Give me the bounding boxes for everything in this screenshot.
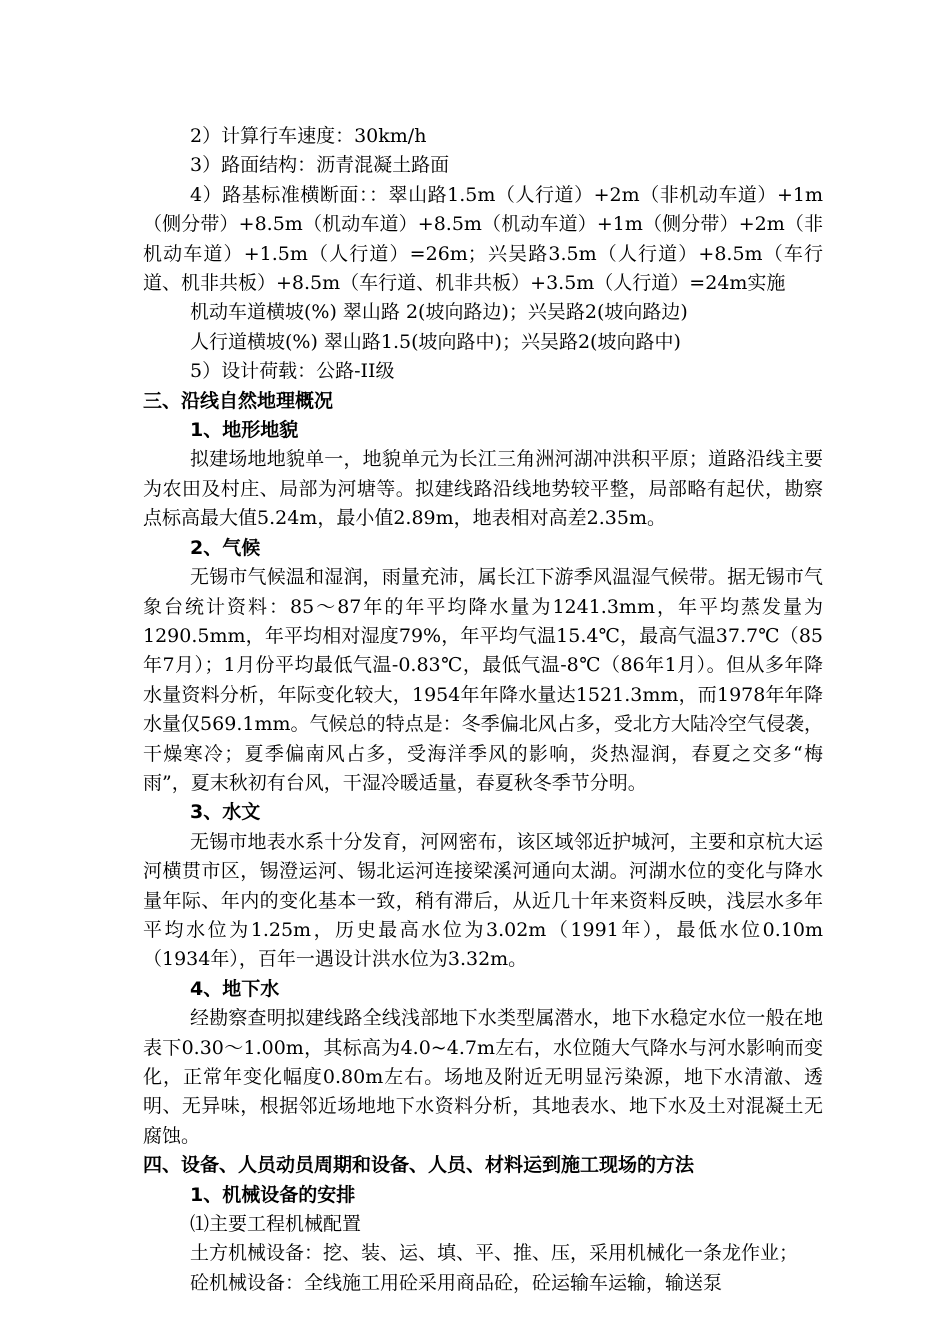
- climate-heading: 2、气候: [190, 536, 261, 559]
- sidewalk-slope-line: 人行道横坡(%) 翠山路1.5(坡向路中)；兴吴路2(坡向路中): [190, 330, 681, 353]
- groundwater-paragraph: 经勘察查明拟建线路全线浅部地下水类型属潜水，地下水稳定水位一般在地表下0.30～1.00m，其标高为4.0~4.7m左右，水位随大气降水与河水影响而变化，正常年变化幅度0.80m左右。场地及附近无明显污染源，地下水清澈、透明、无异味，根据邻近场地地下水资料分析，其地表水、地下水及土对混凝土无腐蚀。: [143, 1007, 823, 1147]
- cross-section-paragraph: 4）路基标准横断面：：翠山路1.5m（人行道）+2m（非机动车道）+1m（侧分带）+8.5m（机动车道）+8.5m（机动车道）+1m（侧分带）+2m（非机动车道）+1.5m（人行道）=26m；兴吴路3.5m（人行道）+8.5m（车行道、机非共板）+8.5m（车行道、机非共板）+3.5m（人行道）=24m实施: [143, 183, 823, 295]
- climate-paragraph: 无锡市气候温和湿润，雨量充沛，属长江下游季风温湿气候带。据无锡市气象台统计资料：85～87年的年平均降水量为1241.3mm，年平均蒸发量为1290.5mm，年平均相对湿度79%，年平均气温15.4℃，最高气温37.7℃（85年7月）；1月份平均最低气温-0.83℃，最低气温-8℃（86年1月）。但从多年降水量资料分析，年际变化较大，1954年年降水量达1521.3mm，而1978年年降水量仅569.1mm。气候总的特点是：冬季偏北风占多，受北方大陆冷空气侵袭，干燥寒冷；夏季偏南风占多，受海洋季风的影响，炎热湿润，春夏之交多“梅雨”，夏末秋初有台风，干湿冷暖适量，春夏秋冬季节分明。: [143, 566, 823, 794]
- main-machinery-item: ⑴主要工程机械配置: [190, 1213, 362, 1236]
- design-speed-line: 2）计算行车速度：30km/h: [190, 125, 427, 147]
- earthwork-paragraph: 土方机械设备：挖、装、运、填、平、推、压，采用机械化一条龙作业；: [190, 1242, 799, 1265]
- design-load-line: 5）设计荷载：公路-II级: [190, 360, 395, 383]
- terrain-paragraph: 拟建场地地貌单一，地貌单元为长江三角洲河湖冲洪积平原；道路沿线主要为农田及村庄、局部为河塘等。拟建线路沿线地势较平整，局部略有起伏，勘察点标高最大值5.24m，最小值2.89m，地表相对高差2.35m。: [143, 448, 823, 530]
- section-4-heading: 四、设备、人员动员周期和设备、人员、材料运到施工现场的方法: [143, 1154, 695, 1177]
- groundwater-heading: 4、地下水: [190, 977, 280, 1000]
- hydrology-paragraph: 无锡市地表水系十分发育，河网密布，该区域邻近护城河，主要和京杭大运河横贯市区，锡澄运河、锡北运河连接梁溪河通向太湖。河湖水位的变化与降水量年际、年内的变化基本一致，稍有滞后，从近几十年来资料反映，浅层水多年平均水位为1.25m，历史最高水位为3.02m（1991年），最低水位0.10m（1934年），百年一遇设计洪水位为3.32m。: [143, 830, 823, 971]
- concrete-paragraph: 砼机械设备：全线施工用砼采用商品砼，砼运输车运输，输送泵: [190, 1271, 723, 1294]
- machinery-heading: 1、机械设备的安排: [190, 1183, 356, 1206]
- section-3-heading: 三、沿线自然地理概况: [143, 389, 334, 412]
- terrain-heading: 1、地形地貌: [190, 419, 299, 442]
- hydrology-heading: 3、水文: [190, 801, 261, 824]
- motorway-slope-line: 机动车道横坡(%) 翠山路 2(坡向路边)；兴吴路2(坡向路边): [190, 301, 688, 324]
- pavement-structure-line: 3）路面结构：沥青混凝土路面: [190, 154, 450, 177]
- document-body: [143, 122, 823, 1298]
